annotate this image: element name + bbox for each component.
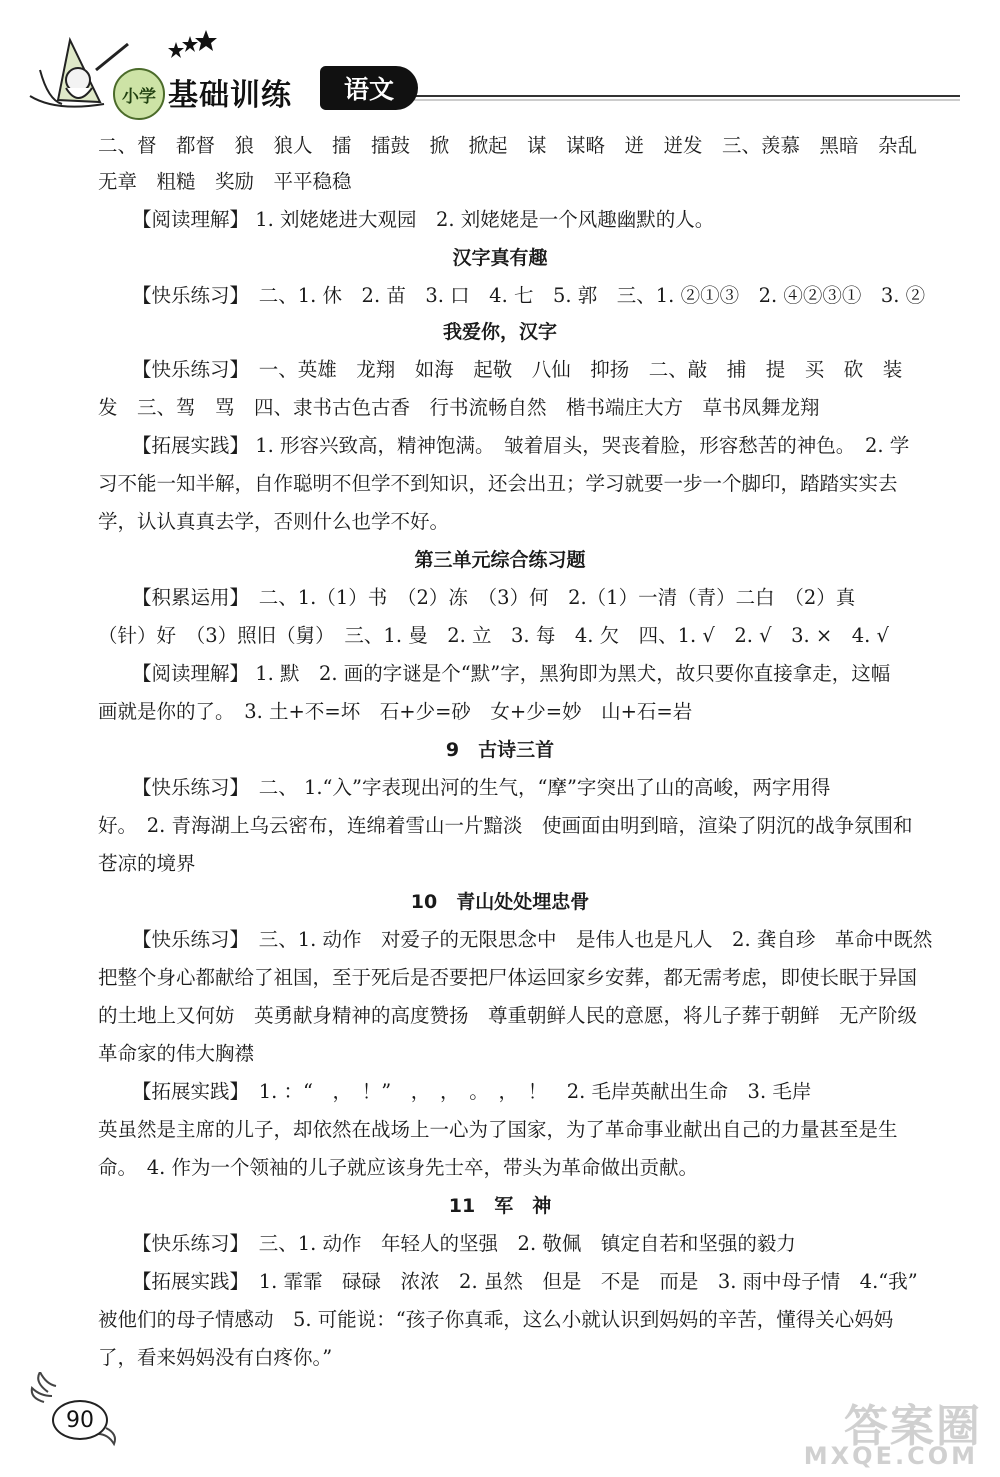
text-line: 【快乐练习】 二、 1.“入”字表现出河的生气，“摩”字突出了山的高峻，两字用得	[132, 776, 831, 799]
text-line: 【快乐练习】 二、1. 休 2. 苗 3. 口 4. 七 5. 郭 三、1. ②①③ 2. ④②③① 3. ②	[132, 284, 926, 307]
grade-badge: 小学	[113, 68, 165, 120]
text-line: 苍凉的境界	[98, 852, 196, 875]
text-line: 【积累运用】 二、1.（1）书 （2）冻 （3）何 2.（1）一清（青）二白 （2）真	[132, 586, 856, 609]
section-heading: 我爱你，汉字	[442, 321, 557, 343]
section-heading: 汉字真有趣	[452, 247, 548, 269]
text-line: 【快乐练习】 三、1. 动作 对爱子的无限思念中 是伟人也是凡人 2. 龚自珍 革命中既然	[132, 928, 933, 951]
text-line: 了，看来妈妈没有白疼你。”	[98, 1346, 333, 1369]
text-line: 【拓展实践】 1. 形容兴致高，精神饱满。 皱着眉头，哭丧着脸，形容愁苦的神色。 2. 学	[132, 434, 910, 457]
page-header	[0, 0, 1000, 125]
text-line: 被他们的母子情感动 5. 可能说：“孩子你真乖，这么小就认识到妈妈的辛苦，懂得关心妈妈	[98, 1308, 894, 1331]
text-line: 【拓展实践】 1. ：“ ， ！” ， ， 。 ， ！ 2. 毛岸英献出生命 3. 毛岸	[132, 1080, 812, 1103]
watermark-logo	[792, 1390, 982, 1472]
text-line: （针）好 （3）照旧（舅） 三、1. 曼 2. 立 3. 每 4. 欠 四、1. √ 2. √ 3. × 4. √	[98, 624, 889, 647]
page-number: 90	[52, 1400, 108, 1440]
text-line: 把整个身心都献给了祖国，至于死后是否要把尸体运回家乡安葬，都无需考虑，即使长眠于异国	[98, 966, 918, 989]
text-line: 的土地上又何妨 英勇献身精神的高度赞扬 尊重朝鲜人民的意愿，将儿子葬于朝鲜 无产阶级	[98, 1004, 918, 1027]
text-line: 无章 粗糙 奖励 平平稳稳	[98, 170, 352, 193]
page-number-badge	[30, 1372, 120, 1452]
text-line: 习不能一知半解，自作聪明不但学不到知识，还会出丑；学习就要一步一个脚印，踏踏实实去	[98, 472, 898, 495]
text-line: 【阅读理解】 1. 刘姥姥进大观园 2. 刘姥姥是一个风趣幽默的人。	[132, 208, 715, 231]
text-line: 发 三、驾 骂 四、隶书古色古香 行书流畅自然 楷书端庄大方 草书凤舞龙翔	[98, 396, 820, 419]
book-title: 基础训练	[168, 78, 292, 113]
section-heading: 第三单元综合练习题	[414, 549, 586, 571]
subject-tab: 语文	[320, 66, 418, 110]
watermark-text: 答案圈	[844, 1401, 982, 1452]
text-line: 【快乐练习】 一、英雄 龙翔 如海 起敬 八仙 抑扬 二、敲 捕 提 买 砍 装	[132, 358, 903, 381]
text-line: 革命家的伟大胸襟	[98, 1042, 255, 1065]
section-heading: 10 青山处处埋忠骨	[410, 891, 590, 913]
text-line: 【阅读理解】 1. 默 2. 画的字谜是个“默”字，黑狗即为黑犬，故只要你直接拿走，这幅	[132, 662, 891, 685]
watermark-site: MXQE.COM	[803, 1442, 978, 1470]
text-line: 命。 4. 作为一个领袖的儿子就应该身先士卒，带头为革命做出贡献。	[98, 1156, 699, 1179]
text-line: 【快乐练习】 三、1. 动作 年轻人的坚强 2. 敬佩 镇定自若和坚强的毅力	[132, 1232, 796, 1255]
text-line: 二、督 都督 狼 狼人 擂 擂鼓 掀 掀起 谋 谋略 迸 迸发 三、羡慕 黑暗 杂乱	[98, 134, 918, 157]
text-line: 好。 2. 青海湖上乌云密布，连绵着雪山一片黯淡 使画面由明到暗，渲染了阴沉的战争氛围和	[98, 814, 913, 837]
text-line: 英虽然是主席的儿子，却依然在战场上一心为了国家，为了革命事业献出自己的力量甚至是生	[98, 1118, 898, 1141]
section-heading: 11 军 神	[448, 1195, 552, 1217]
text-line: 【拓展实践】 1. 霏霏 碌碌 浓浓 2. 虽然 但是 不是 而是 3. 雨中母子情 4.“我”	[132, 1270, 918, 1293]
text-line: 学，认认真真去学，否则什么也学不好。	[98, 510, 450, 533]
stars-icon	[168, 30, 217, 58]
text-line: 画就是你的了。 3. 土+不=坏 石+少=砂 女+少=妙 山+石=岩	[98, 700, 693, 723]
section-heading: 9 古诗三首	[445, 739, 555, 761]
